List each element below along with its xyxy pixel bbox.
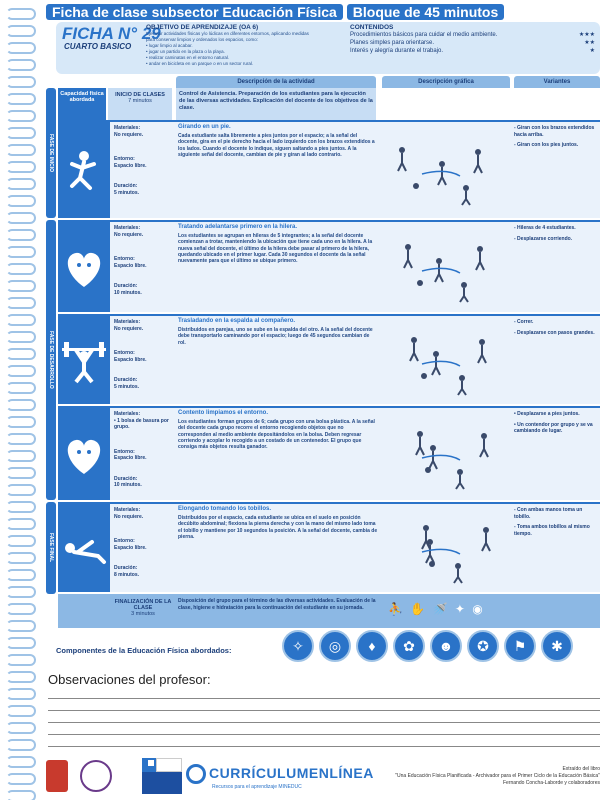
contents-title: CONTENIDOS xyxy=(350,24,394,31)
observation-line xyxy=(48,722,600,723)
activity-illustration xyxy=(382,412,510,496)
spiral-ring xyxy=(6,535,36,547)
entorno-value: Espacio libre. xyxy=(114,162,147,169)
activity-description xyxy=(178,506,378,540)
variant-item: - Toma ambos tobillos al mismo tiempo. xyxy=(514,524,590,537)
spiral-ring xyxy=(6,314,36,326)
activity-title: Elongando tomando los tobillos. xyxy=(178,506,271,512)
header xyxy=(46,4,504,20)
observation-line xyxy=(48,698,600,699)
entorno-label: Entorno: xyxy=(114,448,135,455)
final-time: 3 minutos xyxy=(131,611,155,617)
duracion-label: Duración: xyxy=(114,283,138,289)
observation-line xyxy=(48,710,600,711)
objective-line: • lugar limpio al acabar. xyxy=(146,43,193,48)
final-row xyxy=(58,594,600,628)
components-label: Componentes de la Educación Física abordados: xyxy=(56,646,232,655)
component-badge-icon: ☻ xyxy=(430,630,462,662)
contents-block xyxy=(350,24,595,55)
inicio-text: Control de Asistencia. Preparación de los estudiantes para la ejecución de las diversas actividades. Explicación del docente de los objetivos de la clase. xyxy=(176,88,376,120)
spiral-ring xyxy=(6,59,36,71)
activity-text: Los estudiantes se agrupan en hileras de 5 integrantes; a la señal del docente comienzan a trotar, manteniendo la ubicación que tiene cada uno en la hilera. A la nueva señal del docente, el último de la hilera debe pasar al primero de la hilera, quedando ubicado en el primer lugar. Cada 30 segundos el docente da la señal nuevamente para que el último se ubique primero. xyxy=(178,233,373,265)
phase-final: FASE FINAL xyxy=(46,502,56,594)
final-title: FINALIZACIÓN DE LA CLASE xyxy=(114,599,172,611)
activity-illustration xyxy=(382,126,510,214)
spiral-ring xyxy=(6,348,36,360)
duracion-value: 8 minutos. xyxy=(114,571,140,578)
activity-title: Tratando adelantarse primero en la hilera. xyxy=(178,224,298,230)
entorno-value: Espacio libre. xyxy=(114,455,147,461)
spiral-ring xyxy=(6,756,36,768)
spiral-ring xyxy=(6,110,36,122)
spiral-ring xyxy=(6,739,36,751)
capacity-header: Capacidad física abordada xyxy=(58,88,106,120)
circle-logo xyxy=(80,760,112,792)
hygiene-icons: ⛹ ✋ 🚿 ✦ ◉ xyxy=(388,602,485,616)
activity-row xyxy=(58,502,600,592)
materials-label: Materiales: xyxy=(114,507,141,513)
column-header-actividad: Descripción de la actividad xyxy=(176,76,376,88)
contents-item xyxy=(350,31,595,39)
header-block: Bloque de 45 minutos xyxy=(347,4,504,20)
variant-item: - Giran con los pies juntos. xyxy=(514,142,579,148)
activity-description xyxy=(178,410,378,450)
heart-icon xyxy=(58,428,110,480)
materials-label: Materiales: xyxy=(114,319,141,325)
spiral-ring xyxy=(6,620,36,632)
star-rating: ★★★ xyxy=(578,32,595,38)
entorno-label: Entorno: xyxy=(114,538,135,544)
variant-item: • Desplazarse a pies juntos. xyxy=(514,411,580,417)
spiral-ring xyxy=(6,280,36,292)
capacity-picture xyxy=(58,122,110,218)
materials-value: No requiere. xyxy=(114,131,144,138)
spiral-ring xyxy=(6,246,36,258)
spiral-ring xyxy=(6,399,36,411)
objective-line: • jugar un partido en la plaza o la playa. xyxy=(146,49,225,54)
materials xyxy=(114,225,174,296)
duracion-label: Duración: xyxy=(114,475,138,482)
activity-illustration xyxy=(382,320,510,400)
spiral-binding xyxy=(0,0,40,800)
variants xyxy=(514,319,600,340)
spiral-ring xyxy=(6,382,36,394)
materials xyxy=(114,411,174,489)
ficha-number: FICHA N° 29 xyxy=(62,24,161,43)
spiral-ring xyxy=(6,654,36,666)
materials xyxy=(114,319,174,390)
credit-line: Extraído del libro xyxy=(562,766,600,772)
variant-item: - Hileras de 4 estudiantes. xyxy=(514,225,576,231)
variant-item: - Desplazarse con pasos grandes. xyxy=(514,329,595,336)
star-rating: ★★ xyxy=(584,40,595,46)
spiral-ring xyxy=(6,365,36,377)
materials xyxy=(114,507,174,578)
spiral-ring xyxy=(6,603,36,615)
activity-text: Distribuidos en parejas, uno se sube en la espalda del otro. A la señal del docente debe transportarlo caminando por el espacio; luego de 45 segundos cambian de rol. xyxy=(178,327,373,346)
spiral-ring xyxy=(6,688,36,700)
column-header-grafica: Descripción gráfica xyxy=(382,76,510,88)
spiral-ring xyxy=(6,450,36,462)
spiral-ring xyxy=(6,25,36,37)
spiral-ring xyxy=(6,484,36,496)
spiral-ring xyxy=(6,195,36,207)
spiral-ring xyxy=(6,42,36,54)
phase-desarrollo: FASE DE DESARROLLO xyxy=(46,220,56,500)
entorno-label: Entorno: xyxy=(114,156,135,162)
credit-line: Fernando Concha-Laborde y colaboradores xyxy=(502,780,600,786)
component-badge-icon: ✧ xyxy=(282,630,314,662)
star-rating: ★ xyxy=(589,48,595,54)
heart-icon xyxy=(58,241,110,293)
spiral-ring xyxy=(6,297,36,309)
capacity-picture xyxy=(58,408,110,500)
activity-description xyxy=(178,318,378,346)
objective-line: • realizar caminatas en el entorno natural. xyxy=(146,55,230,60)
brand-subtitle: Recursos para el aprendizaje MINEDUC xyxy=(212,784,302,790)
spiral-ring xyxy=(6,501,36,513)
spiral-ring xyxy=(6,518,36,530)
materials-label: Materiales: xyxy=(114,225,141,231)
weightlifter-icon xyxy=(58,334,110,386)
inicio-title: INICIO DE CLASES xyxy=(115,92,165,98)
inicio-time: 7 minutos xyxy=(128,98,152,104)
variants xyxy=(514,411,600,439)
phase-inicio: FASE DE INICIO xyxy=(46,88,56,218)
variant-item: - Giran con los brazos extendidos hacia arriba. xyxy=(514,125,595,138)
variant-item: • Un contendor por grupo y se va cambiando de lugar. xyxy=(514,421,593,434)
materials-value: • 1 bolsa de basura por grupo. xyxy=(114,417,169,430)
component-badge-icon: ✱ xyxy=(541,630,573,662)
observation-line xyxy=(48,746,600,747)
brand-name: CURRÍCULUMENLÍNEA xyxy=(209,765,374,782)
activity-text: Los estudiantes forman grupos de 6; cada grupo con una bolsa plástica. A la señal del docente cada grupo recorre el entorno recogiendo objetos que no corresponden al medio ambiente depositándolos en la bolsa. Deben regresar corriendo y acoplar lo recogido a un costado de un contenedor. El grupo que consiga más objetos resulta ganador. xyxy=(178,419,375,451)
spiral-ring xyxy=(6,8,36,20)
variants xyxy=(514,225,600,246)
entorno-label: Entorno: xyxy=(114,256,135,262)
activity-title: Girando en un pie. xyxy=(178,124,231,130)
final-label xyxy=(112,599,174,617)
activity-row xyxy=(58,314,600,404)
component-badge-icon: ✿ xyxy=(393,630,425,662)
duracion-value: 5 minutos. xyxy=(114,383,140,390)
contents-item-label: Planes simples para orientarse. xyxy=(350,40,435,46)
spiral-ring xyxy=(6,569,36,581)
spiral-ring xyxy=(6,161,36,173)
spiral-ring xyxy=(6,93,36,105)
activity-title: Trasladando en la espalda al compañero. xyxy=(178,318,296,324)
objective-line: • andar en bicicleta en un parque o en un sector rural. xyxy=(146,61,254,66)
duracion-value: 10 minutos. xyxy=(114,482,142,488)
materials-label: Materiales: xyxy=(114,125,141,131)
component-badges xyxy=(282,630,573,662)
materials-value: No requiere. xyxy=(114,325,144,332)
shield-logo xyxy=(46,760,68,792)
observation-line xyxy=(48,734,600,735)
entorno-label: Entorno: xyxy=(114,350,135,356)
component-badge-icon: ♦ xyxy=(356,630,388,662)
spiral-ring xyxy=(6,229,36,241)
contents-item xyxy=(350,39,595,47)
activity-description xyxy=(178,124,378,158)
spiral-ring xyxy=(6,127,36,139)
capacity-picture xyxy=(58,504,110,592)
capacity-picture xyxy=(58,316,110,404)
activity-title: Contento limpiamos el entorno. xyxy=(178,410,269,416)
spiral-ring xyxy=(6,722,36,734)
variant-item: - Con ambas manos toma un tobillo. xyxy=(514,507,583,520)
spiral-ring xyxy=(6,552,36,564)
spiral-ring xyxy=(6,416,36,428)
spiral-ring xyxy=(6,331,36,343)
materials-label: Materiales: xyxy=(114,411,141,417)
duracion-value: 5 minutos. xyxy=(114,189,140,196)
observations-title: Observaciones del profesor: xyxy=(48,672,211,687)
activity-illustration xyxy=(382,508,510,588)
component-badge-icon: ✪ xyxy=(467,630,499,662)
spiral-ring xyxy=(6,178,36,190)
spiral-ring xyxy=(6,637,36,649)
spiral-ring xyxy=(6,705,36,717)
stretch-icon xyxy=(58,522,110,574)
activity-row xyxy=(58,220,600,312)
variant-item: - Desplazarse corriendo. xyxy=(514,235,573,242)
column-header-variantes: Variantes xyxy=(514,76,600,88)
materials xyxy=(114,125,174,196)
capacity-picture xyxy=(58,222,110,312)
duracion-label: Duración: xyxy=(114,183,138,189)
component-badge-icon: ◎ xyxy=(319,630,351,662)
activity-text: Distribuidos por el espacio, cada estudiante se ubica en el suelo en posición decúbito abdominal; flexiona la pierna derecha y con la mano del mismo lado toma el tobillo y mantiene por 10 segundos la posición. A la señal del docente, cambia de pierna. xyxy=(178,515,378,540)
activity-row xyxy=(58,406,600,500)
footer xyxy=(46,758,600,798)
mineduc-logo xyxy=(142,758,182,794)
inicio-label xyxy=(108,88,172,120)
duracion-value: 10 minutos. xyxy=(114,289,142,296)
objective-title: OBJETIVO DE APRENDIZAJE (OA 6) xyxy=(146,24,259,31)
variants xyxy=(514,507,600,541)
activity-description xyxy=(178,224,378,264)
activity-row xyxy=(58,120,600,218)
runner-icon xyxy=(58,144,110,196)
spiral-ring xyxy=(6,773,36,785)
spiral-ring xyxy=(6,76,36,88)
final-text: Disposición del grupo para el término de las diversas actividades. Evaluación de la clase, higiene e hidratación para la continuación del estudiante en su jornada. xyxy=(178,598,376,611)
contents-item-label: Interés y alegría durante el trabajo. xyxy=(350,48,444,54)
objective-line: Ejecutar actividades físicas y/o lúdicas en diferentes entornos, aplicando medidas xyxy=(146,31,309,36)
course-label: CUARTO BASICO xyxy=(64,42,132,51)
variant-item: - Correr. xyxy=(514,319,534,325)
objective-block xyxy=(146,24,336,67)
materials-value: No requiere. xyxy=(114,231,144,238)
spiral-ring xyxy=(6,586,36,598)
spiral-ring xyxy=(6,467,36,479)
materials-value: No requiere. xyxy=(114,513,144,520)
duracion-label: Duración: xyxy=(114,377,138,383)
spiral-ring xyxy=(6,671,36,683)
curriculum-ring-icon xyxy=(186,764,206,784)
credits xyxy=(330,766,600,787)
contents-item-label: Procedimientos básicos para cuidar el medio ambiente. xyxy=(350,32,498,38)
credit-line: "Una Educación Física Planificada - Archivador para el Primer Ciclo de la Educación Básica" xyxy=(395,773,600,779)
entorno-value: Espacio libre. xyxy=(114,356,147,363)
spiral-ring xyxy=(6,790,36,800)
contents-item xyxy=(350,47,595,55)
variants xyxy=(514,125,600,153)
spiral-ring xyxy=(6,433,36,445)
activity-illustration xyxy=(382,226,510,308)
spiral-ring xyxy=(6,212,36,224)
objective-line: para conservar limpios y ordenados los espacios, como: xyxy=(146,37,259,42)
entorno-value: Espacio libre. xyxy=(114,262,147,269)
component-badge-icon: ⚑ xyxy=(504,630,536,662)
entorno-value: Espacio libre. xyxy=(114,544,147,551)
header-title: Ficha de clase subsector Educación Física xyxy=(46,4,343,20)
spiral-ring xyxy=(6,263,36,275)
duracion-label: Duración: xyxy=(114,565,138,571)
top-panel xyxy=(56,22,600,74)
activity-text: Cada estudiante salta libremente a pies juntos por el espacio; a la señal del docente, gira en el pie derecho hacia el lado izquierdo con los brazos extendidos a los lados. Cuando el docente lo indique, siguen saltando a pies juntos. A la siguiente señal del docente, cambian de pie y giran al lado contrario. xyxy=(178,133,375,158)
spiral-ring xyxy=(6,144,36,156)
